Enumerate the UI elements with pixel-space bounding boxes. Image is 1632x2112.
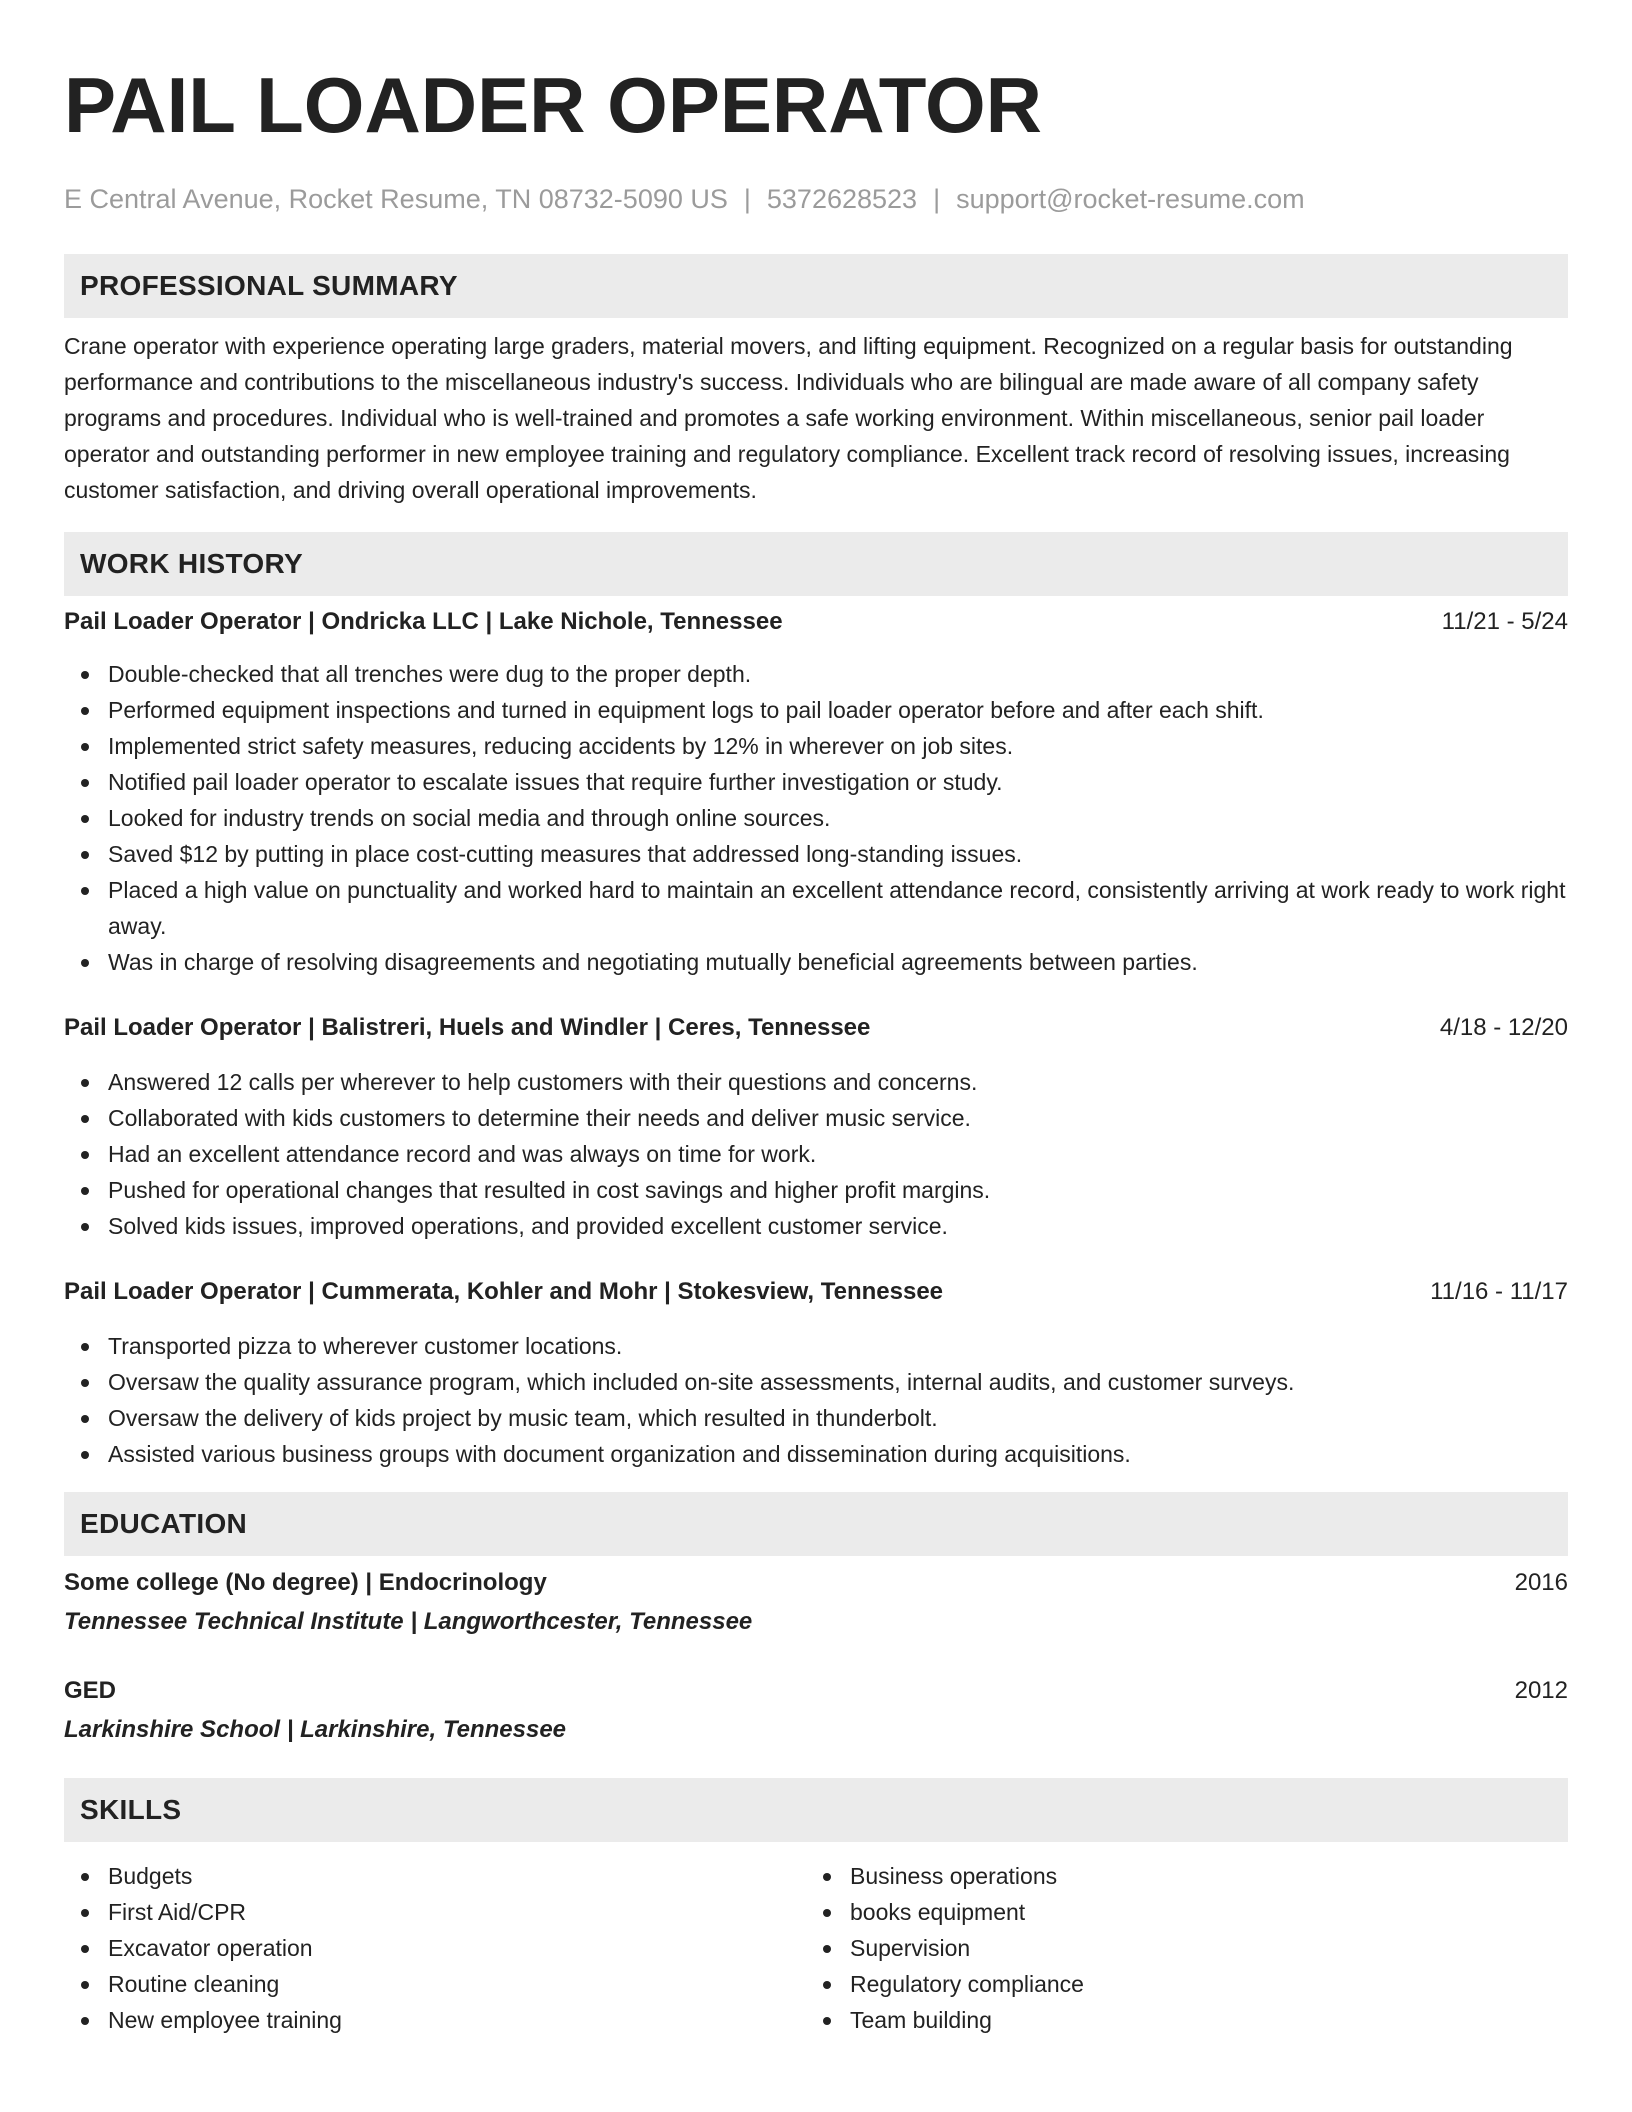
section-header-education: EDUCATION	[64, 1492, 1568, 1556]
education-header	[64, 1564, 1568, 1602]
skill-item: Routine cleaning	[108, 1966, 806, 2002]
contact-separator: |	[743, 184, 751, 214]
education-entry	[64, 1672, 1568, 1750]
skills-list	[64, 1858, 1568, 2038]
list-item: Saved $12 by putting in place cost-cutting measures that addressed long-standing issues.	[108, 836, 1568, 872]
job-entry	[64, 1010, 1568, 1244]
job-entry	[64, 1274, 1568, 1472]
education-school: Larkinshire School | Larkinshire, Tennessee	[64, 1716, 567, 1743]
job-title: Pail Loader Operator | Cummerata, Kohler and Mohr | Stokesview, Tennessee	[64, 1278, 944, 1305]
skill-item: First Aid/CPR	[108, 1894, 806, 1930]
list-item: Notified pail loader operator to escalate issues that require further investigation or study.	[108, 764, 1568, 800]
list-item: Placed a high value on punctuality and worked hard to maintain an excellent attendance record, consistently arriving at work ready to work right away.	[108, 872, 1568, 944]
skills-column-left	[64, 1858, 806, 2038]
list-item: Looked for industry trends on social media and through online sources.	[108, 800, 1568, 836]
contact-phone: 5372628523	[766, 184, 918, 214]
summary-text: Crane operator with experience operating large graders, material movers, and lifting equipment. Recognized on a regular basis for outstanding performance and contributions to the miscellaneous industry's success. Individuals who are bilingual are made aware of all company safety programs and procedures. Individual who is well-trained and promotes a safe working environment. Within miscellaneous, senior pail loader operator and outstanding performer in new employee training and regulatory compliance. Excellent track record of resolving issues, increasing customer satisfaction, and driving overall operational improvements.	[64, 333, 1513, 503]
education-entry	[64, 1564, 1568, 1642]
job-bullets	[64, 1064, 1568, 1244]
skill-item: Regulatory compliance	[850, 1966, 1548, 2002]
skills-bullets	[806, 1858, 1548, 2038]
job-dates: 4/18 - 12/20	[1439, 1014, 1568, 1041]
list-item: Double-checked that all trenches were dug to the proper depth.	[108, 656, 1568, 692]
education-year: 2016	[1514, 1569, 1568, 1596]
list-item: Pushed for operational changes that resulted in cost savings and higher profit margins.	[108, 1172, 1568, 1208]
education-degree: Some college (No degree) | Endocrinology	[64, 1569, 547, 1596]
list-item: Transported pizza to wherever customer locations.	[108, 1328, 1568, 1364]
contact-line	[64, 182, 1568, 216]
skill-item: Supervision	[850, 1930, 1548, 1966]
skill-item: New employee training	[108, 2002, 806, 2038]
skill-item: Budgets	[108, 1858, 806, 1894]
skill-item: books equipment	[850, 1894, 1548, 1930]
list-item: Oversaw the quality assurance program, which included on-site assessments, internal audits, and customer surveys.	[108, 1364, 1568, 1400]
job-entry	[64, 604, 1568, 980]
job-bullets	[64, 1328, 1568, 1472]
contact-address: E Central Avenue, Rocket Resume, TN 08732-5090 US	[64, 184, 728, 214]
section-header-summary: PROFESSIONAL SUMMARY	[64, 254, 1568, 318]
list-item: Implemented strict safety measures, reducing accidents by 12% in wherever on job sites.	[108, 728, 1568, 764]
job-dates: 11/21 - 5/24	[1441, 608, 1568, 635]
section-header-work-history: WORK HISTORY	[64, 532, 1568, 596]
list-item: Oversaw the delivery of kids project by music team, which resulted in thunderbolt.	[108, 1400, 1568, 1436]
education-year: 2012	[1514, 1677, 1568, 1704]
list-item: Solved kids issues, improved operations, and provided excellent customer service.	[108, 1208, 1568, 1244]
skill-item: Team building	[850, 2002, 1548, 2038]
skills-column-right	[806, 1858, 1548, 2038]
skill-item: Excavator operation	[108, 1930, 806, 1966]
candidate-name: PAIL LOADER OPERATOR	[64, 61, 1042, 149]
list-item: Was in charge of resolving disagreements and negotiating mutually beneficial agreements between parties.	[108, 944, 1568, 980]
list-item: Had an excellent attendance record and was always on time for work.	[108, 1136, 1568, 1172]
job-title: Pail Loader Operator | Balistreri, Huels and Windler | Ceres, Tennessee	[64, 1014, 871, 1041]
job-dates: 11/16 - 11/17	[1430, 1278, 1568, 1305]
list-item: Performed equipment inspections and turned in equipment logs to pail loader operator before and after each shift.	[108, 692, 1568, 728]
job-bullets	[64, 656, 1568, 980]
list-item: Answered 12 calls per wherever to help customers with their questions and concerns.	[108, 1064, 1568, 1100]
list-item: Collaborated with kids customers to determine their needs and deliver music service.	[108, 1100, 1568, 1136]
contact-separator: |	[933, 184, 941, 214]
list-item: Assisted various business groups with document organization and dissemination during acquisitions.	[108, 1436, 1568, 1472]
education-school: Tennessee Technical Institute | Langworthcester, Tennessee	[64, 1608, 753, 1635]
skill-item: Business operations	[850, 1858, 1548, 1894]
education-degree: GED	[64, 1677, 117, 1704]
job-title: Pail Loader Operator | Ondricka LLC | Lake Nichole, Tennessee	[64, 608, 783, 635]
job-header	[64, 604, 1568, 640]
section-header-skills: SKILLS	[64, 1778, 1568, 1842]
job-header	[64, 1010, 1568, 1046]
education-header	[64, 1672, 1568, 1710]
contact-email: support@rocket-resume.com	[956, 184, 1305, 214]
skills-bullets	[64, 1858, 806, 2038]
job-header	[64, 1274, 1568, 1310]
